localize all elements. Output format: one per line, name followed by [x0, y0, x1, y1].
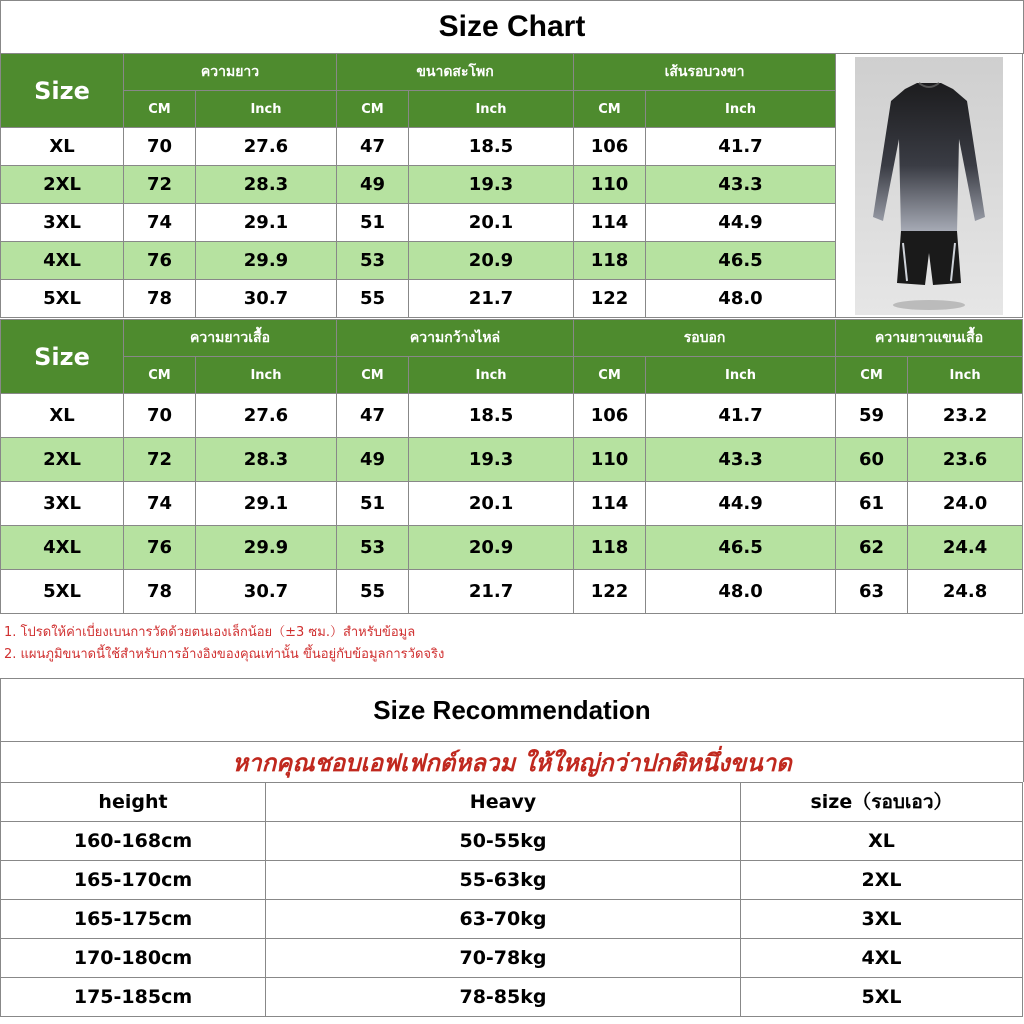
table-row	[1, 482, 1023, 526]
measurement-notes	[4, 622, 1014, 666]
value-cell: 44.9	[646, 204, 836, 242]
size-cell: 4XL	[1, 526, 124, 570]
height-cell: 175-185cm	[1, 978, 266, 1017]
table-row	[1, 861, 1023, 900]
product-photo-cell	[836, 54, 1023, 318]
value-cell: 72	[124, 438, 196, 482]
value-cell: 53	[337, 526, 409, 570]
unit-header: CM	[124, 357, 196, 394]
value-cell: 30.7	[196, 280, 337, 318]
table-row	[1, 900, 1023, 939]
weight-cell: 55-63kg	[266, 861, 741, 900]
value-cell: 78	[124, 570, 196, 614]
value-cell: 122	[574, 570, 646, 614]
value-cell: 72	[124, 166, 196, 204]
value-cell: 122	[574, 280, 646, 318]
weight-cell: 78-85kg	[266, 978, 741, 1017]
value-cell: 30.7	[196, 570, 337, 614]
group-header-chest: รอบอก	[574, 320, 836, 357]
value-cell: 28.3	[196, 438, 337, 482]
value-cell: 24.0	[908, 482, 1023, 526]
value-cell: 106	[574, 394, 646, 438]
size-table-tops	[0, 319, 1023, 614]
value-cell: 43.3	[646, 438, 836, 482]
group-header-length: ความยาว	[124, 54, 337, 91]
height-cell: 170-180cm	[1, 939, 266, 978]
value-cell: 59	[836, 394, 908, 438]
value-cell: 21.7	[409, 570, 574, 614]
value-cell: 24.8	[908, 570, 1023, 614]
size-cell: 3XL	[1, 204, 124, 242]
product-photo	[855, 57, 1003, 315]
unit-header: CM	[124, 91, 196, 128]
column-header-height: height	[1, 783, 266, 822]
table-row	[1, 526, 1023, 570]
value-cell: 43.3	[646, 166, 836, 204]
size-cell: 2XL	[741, 861, 1023, 900]
value-cell: 76	[124, 526, 196, 570]
value-cell: 106	[574, 128, 646, 166]
weight-cell: 70-78kg	[266, 939, 741, 978]
group-header-shoulder: ความกว้างไหล่	[337, 320, 574, 357]
value-cell: 55	[337, 570, 409, 614]
value-cell: 29.9	[196, 526, 337, 570]
value-cell: 46.5	[646, 242, 836, 280]
value-cell: 53	[337, 242, 409, 280]
unit-header: Inch	[646, 91, 836, 128]
value-cell: 20.1	[409, 204, 574, 242]
unit-header: CM	[574, 357, 646, 394]
value-cell: 23.6	[908, 438, 1023, 482]
table-row	[1, 394, 1023, 438]
value-cell: 19.3	[409, 438, 574, 482]
group-header-shirt-length: ความยาวเสื้อ	[124, 320, 337, 357]
size-cell: 5XL	[1, 570, 124, 614]
value-cell: 44.9	[646, 482, 836, 526]
value-cell: 48.0	[646, 280, 836, 318]
value-cell: 70	[124, 394, 196, 438]
note-line: 2. แผนภูมิขนาดนี้ใช้สำหรับการอ้างอิงของคุณเท่านั้น ขึ้นอยู่กับข้อมูลการวัดจริง	[4, 647, 445, 662]
size-cell: 3XL	[741, 900, 1023, 939]
size-header: Size	[1, 54, 124, 128]
value-cell: 55	[337, 280, 409, 318]
size-cell: XL	[1, 128, 124, 166]
size-cell: 4XL	[1, 242, 124, 280]
group-header-thigh: เส้นรอบวงขา	[574, 54, 836, 91]
size-table-bottoms	[0, 53, 1023, 318]
value-cell: 47	[337, 128, 409, 166]
value-cell: 20.9	[409, 526, 574, 570]
unit-header: Inch	[908, 357, 1023, 394]
value-cell: 49	[337, 166, 409, 204]
value-cell: 29.9	[196, 242, 337, 280]
unit-header: Inch	[409, 357, 574, 394]
value-cell: 63	[836, 570, 908, 614]
recommendation-table	[0, 782, 1023, 1017]
value-cell: 18.5	[409, 128, 574, 166]
value-cell: 20.9	[409, 242, 574, 280]
value-cell: 118	[574, 526, 646, 570]
height-cell: 165-170cm	[1, 861, 266, 900]
note-line: 1. โปรดให้ค่าเบี่ยงเบนการวัดด้วยตนเองเล็กน้อย（±3 ซม.）สำหรับข้อมูล	[4, 625, 416, 640]
weight-cell: 50-55kg	[266, 822, 741, 861]
group-header-hip: ขนาดสะโพก	[337, 54, 574, 91]
unit-header: Inch	[196, 357, 337, 394]
column-header-size: size（รอบเอว）	[741, 783, 1023, 822]
value-cell: 41.7	[646, 128, 836, 166]
group-header-sleeve: ความยาวแขนเสื้อ	[836, 320, 1023, 357]
value-cell: 114	[574, 482, 646, 526]
value-cell: 110	[574, 438, 646, 482]
value-cell: 60	[836, 438, 908, 482]
value-cell: 18.5	[409, 394, 574, 438]
table-header-row	[1, 783, 1023, 822]
size-cell: 5XL	[1, 280, 124, 318]
value-cell: 27.6	[196, 394, 337, 438]
table-row	[1, 822, 1023, 861]
value-cell: 62	[836, 526, 908, 570]
value-cell: 29.1	[196, 482, 337, 526]
value-cell: 41.7	[646, 394, 836, 438]
value-cell: 74	[124, 482, 196, 526]
unit-header: CM	[574, 91, 646, 128]
size-cell: XL	[741, 822, 1023, 861]
value-cell: 78	[124, 280, 196, 318]
value-cell: 24.4	[908, 526, 1023, 570]
value-cell: 49	[337, 438, 409, 482]
size-cell: 2XL	[1, 166, 124, 204]
table-row	[1, 978, 1023, 1017]
table-row	[1, 438, 1023, 482]
value-cell: 114	[574, 204, 646, 242]
value-cell: 23.2	[908, 394, 1023, 438]
unit-header: Inch	[196, 91, 337, 128]
unit-header: Inch	[409, 91, 574, 128]
value-cell: 19.3	[409, 166, 574, 204]
value-cell: 61	[836, 482, 908, 526]
recommendation-title: Size Recommendation	[0, 678, 1024, 742]
value-cell: 29.1	[196, 204, 337, 242]
size-cell: 2XL	[1, 438, 124, 482]
jersey-shorts-image	[855, 57, 1003, 315]
value-cell: 118	[574, 242, 646, 280]
weight-cell: 63-70kg	[266, 900, 741, 939]
height-cell: 160-168cm	[1, 822, 266, 861]
unit-header: CM	[337, 357, 409, 394]
value-cell: 48.0	[646, 570, 836, 614]
value-cell: 110	[574, 166, 646, 204]
column-header-weight: Heavy	[266, 783, 741, 822]
value-cell: 76	[124, 242, 196, 280]
value-cell: 51	[337, 204, 409, 242]
value-cell: 28.3	[196, 166, 337, 204]
unit-header: Inch	[646, 357, 836, 394]
value-cell: 47	[337, 394, 409, 438]
value-cell: 74	[124, 204, 196, 242]
size-header: Size	[1, 320, 124, 394]
value-cell: 70	[124, 128, 196, 166]
value-cell: 21.7	[409, 280, 574, 318]
size-cell: 5XL	[741, 978, 1023, 1017]
size-cell: XL	[1, 394, 124, 438]
unit-header: CM	[836, 357, 908, 394]
page-title: Size Chart	[0, 0, 1024, 54]
value-cell: 20.1	[409, 482, 574, 526]
recommendation-subtitle: หากคุณชอบเอฟเฟกต์หลวม ให้ใหญ่กว่าปกติหนึ่งขนาด	[0, 742, 1024, 782]
unit-header: CM	[337, 91, 409, 128]
value-cell: 27.6	[196, 128, 337, 166]
value-cell: 46.5	[646, 526, 836, 570]
height-cell: 165-175cm	[1, 900, 266, 939]
table-row	[1, 939, 1023, 978]
size-cell: 3XL	[1, 482, 124, 526]
table-row	[1, 570, 1023, 614]
value-cell: 51	[337, 482, 409, 526]
size-cell: 4XL	[741, 939, 1023, 978]
